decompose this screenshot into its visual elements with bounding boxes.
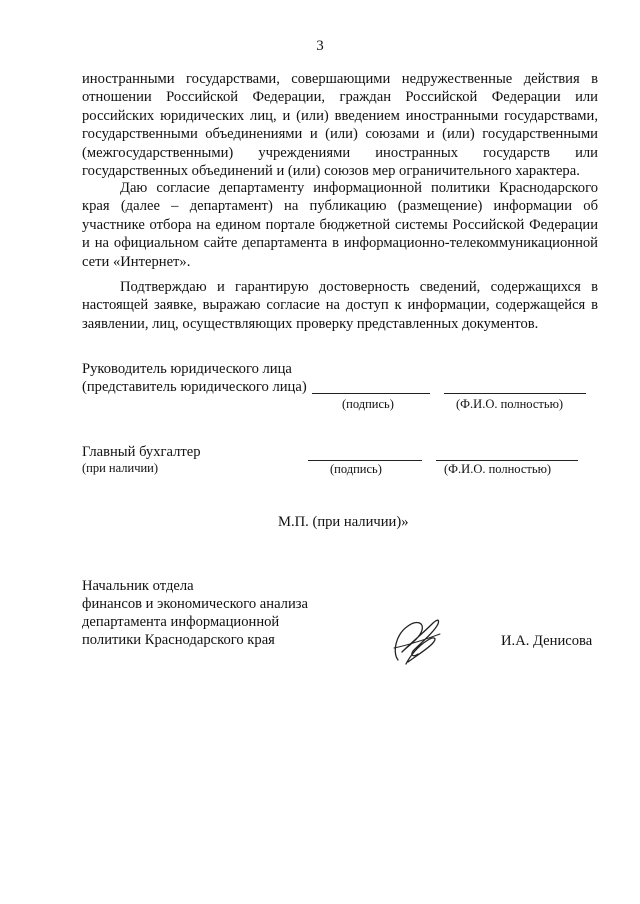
accountant-name-line xyxy=(436,460,578,461)
head-name-caption: (Ф.И.О. полностью) xyxy=(456,397,564,411)
head-signature-line xyxy=(312,393,430,394)
accountant-note: (при наличии) xyxy=(82,461,159,475)
consent-paragraph-publication: Даю согласие департаменту информационной политики Краснодарского края (далее – департамент) на публикацию (размещение) информации об участнике отбора на едином портале бюджетной системы Российской Федерации и на официальном сайте департамента в информационно-телекоммуникационной сети «Интернет». xyxy=(82,180,598,270)
accountant-signature-caption: (подпись) xyxy=(330,462,382,476)
accountant-title: Главный бухгалтер xyxy=(82,444,201,460)
handwritten-signature xyxy=(388,612,446,668)
official-title-line-2: финансов и экономического анализа xyxy=(82,596,309,612)
page-number: 3 xyxy=(316,38,324,54)
official-title-line-4: политики Краснодарского края xyxy=(82,632,275,648)
head-name-line xyxy=(444,393,586,394)
stamp-place: М.П. (при наличии)» xyxy=(278,514,409,530)
official-name: И.А. Денисова xyxy=(501,633,593,649)
head-signatory-representative: (представитель юридического лица) xyxy=(82,379,307,395)
accountant-name-caption: (Ф.И.О. полностью) xyxy=(444,462,552,476)
head-signatory-title: Руководитель юридического лица xyxy=(82,361,292,377)
accountant-signature-line xyxy=(308,460,422,461)
head-signature-caption: (подпись) xyxy=(342,397,394,411)
consent-paragraph-sanctions: иностранными государствами, совершающими недружественные действия в отношении Российской Федерации, граждан Российской Федерации или российских юридических лиц, и (или) введением иностранными государствами, государственными объединениями и (или) союзами и (или) государственными (межгосударственными) учреждениями иностранных государств или государственных объединений и (или) союзов мер ограничительного характера. xyxy=(82,71,598,180)
consent-paragraph-verification: Подтверждаю и гарантирую достоверность сведений, содержащихся в настоящей заявке, выражаю согласие на доступ к информации, содержащейся в заявлении, лиц, осуществляющих проверку представленных документов. xyxy=(82,279,598,332)
official-title-line-3: департамента информационной xyxy=(82,614,280,630)
official-title-line-1: Начальник отдела xyxy=(82,578,194,594)
